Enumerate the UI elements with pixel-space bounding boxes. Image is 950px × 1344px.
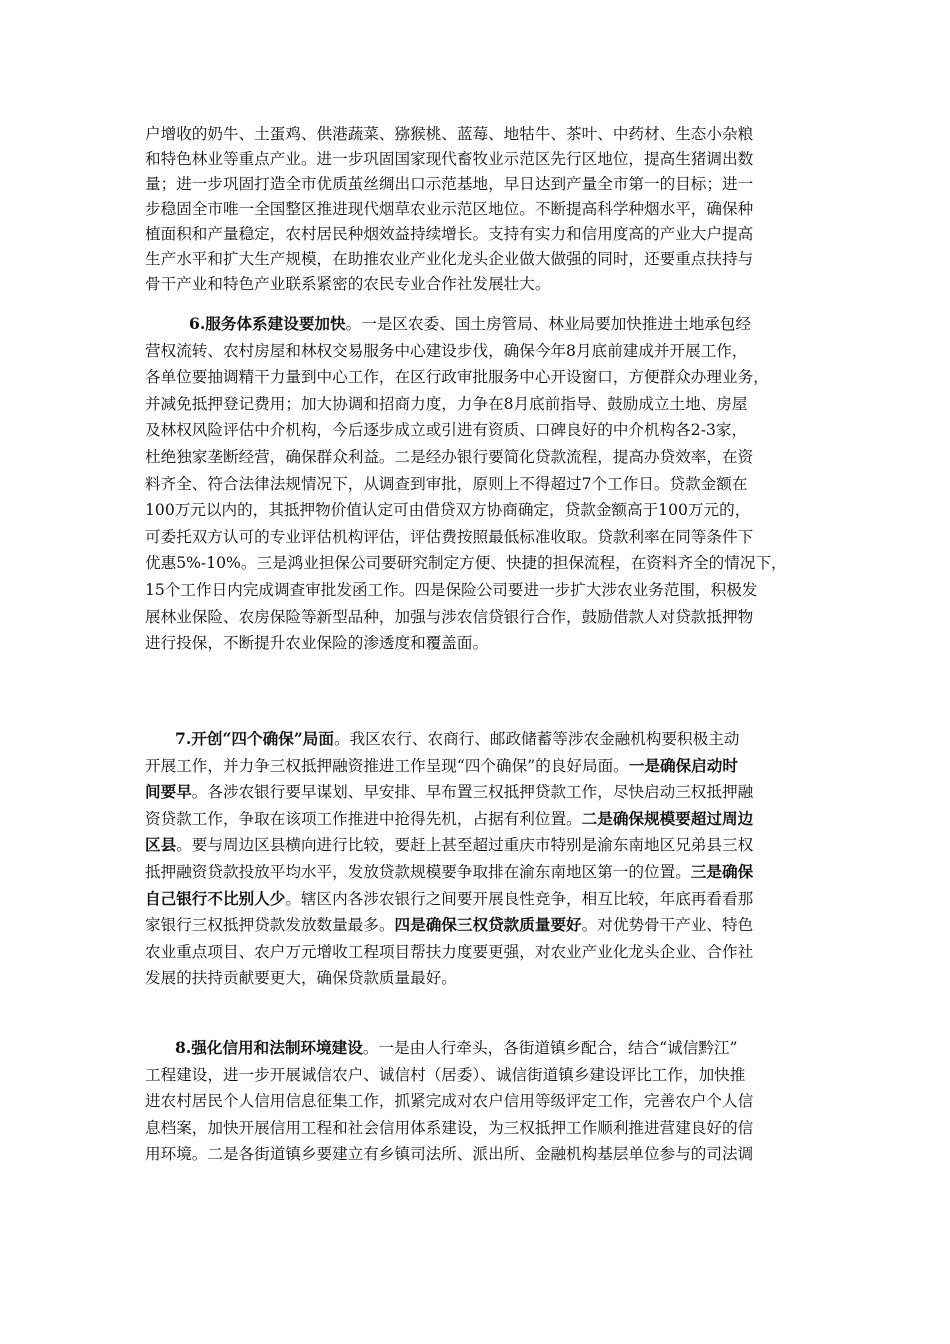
bold-run: 自己银行不比别人少 [145,888,286,908]
text-line: 骨干产业和特色产业联系紧密的农民专业合作社发展壮大。 [145,275,551,293]
text-line: 进行投保，不断提升农业保险的渗透度和覆盖面。 [145,634,489,653]
text-line: 营权流转、农村房屋和林权交易服务中心建设步伐，确保今年8月底前建成并开展工作， [145,341,748,360]
text-line: 和特色林业等重点产业。进一步巩固国家现代畜牧业示范区先行区地位，提高生猪调出数 [145,150,754,168]
text-run: 。要与周边区县横向进行比较，要赶上甚至超过重庆市特别是渝东南地区兄弟县三权 [176,836,754,855]
section-heading: 6.服务体系建设要加快 [189,314,346,333]
bold-run: 间要早 [145,782,192,802]
text-line: 植面积和产量稳定，农村居民种烟效益持续增长。支持有实力和信用度高的产业大户提高 [145,225,754,243]
text-line [145,729,805,749]
text-line: 15个工作日内完成调查审批发函工作。四是保险公司要进一步扩大涉农业务范围，积极发 [145,580,758,599]
text-run: 。各涉农银行要早谋划、早安排、早布置三权抵押贷款工作，尽快启动三权抵押融 [191,783,754,802]
text-line [145,756,805,776]
text-line: 优惠5%-10%。三是鸿业担保公司要研究制定方便、快捷的担保流程，在资料齐全的情况下， [145,554,787,573]
text-line: 可委托双方认可的专业评估机构评估，评估费按照最低标准收取。贷款利率在同等条件下 [145,527,754,546]
section-7-four-guarantees [145,729,805,995]
section-heading: 7.开创“四个确保”局面 [175,729,334,748]
text-line: 户增收的奶牛、土蛋鸡、供港蔬菜、猕猴桃、蓝莓、地牯牛、茶叶、中药材、生态小杂粮 [145,125,754,143]
bold-run: 区县 [145,835,177,855]
section-heading: 8.强化信用和法制环境建设 [175,1038,363,1057]
text-run: 家银行三权抵押贷款发放数量最多。 [145,916,395,935]
text-run: 资贷款工作，争取在该项工作推进中抢得先机，占据有利位置。 [145,809,582,828]
text-line: 100万元以内的，其抵押物价值认定可由借贷双方协商确定，贷款金额高于100万元的， [145,501,751,520]
text-line: 农业重点项目、农户万元增收工程项目帮扶力度要更强，对农业产业化龙头企业、合作社 [145,942,754,961]
paragraph-industries [145,124,805,299]
section-8-credit-legal [145,1038,805,1171]
text-line [145,1038,805,1058]
bold-run: 二是确保规模要超过周边 [581,808,754,828]
text-line [145,835,805,855]
bold-run: 一是确保启动时 [628,755,738,775]
text-line [145,314,805,334]
bold-run: 三是确保 [690,861,754,881]
text-line: 用环境。二是各街道镇乡要建立有乡镇司法所、派出所、金融机构基层单位参与的司法调 [145,1145,754,1164]
text-line: 料齐全、符合法律法规情况下，从调查到审批，原则上不得超过7个工作日。贷款金额在 [145,474,748,493]
text-run: 。一是区农委、国土房管局、林业局要加快推进土地承包经 [345,315,752,333]
text-line [145,809,805,829]
text-line: 展林业保险、农房保险等新型品种，加强与涉农信贷银行合作，鼓励借款人对贷款抵押物 [145,607,754,626]
text-run: 。对优势骨干产业、特色 [581,916,754,935]
text-line: 生产水平和扩大生产规模，在助推农业产业化龙头企业做大做强的同时，还要重点扶持与 [145,250,754,268]
text-line: 量；进一步巩固打造全市优质茧丝绸出口示范基地，早日达到产量全市第一的目标；进一 [145,175,754,193]
text-line: 发展的扶持贡献要更大，确保贷款质量最好。 [145,969,457,988]
bold-run: 四是确保三权贷款质量要好 [394,915,582,935]
text-run: 。一是由人行牵头，各街道镇乡配合，结合“诚信黔江” [362,1039,738,1057]
text-line [145,862,805,882]
text-line [145,915,805,935]
text-run: 。我区农行、农商行、邮政储蓄等涉农金融机构要积极主动 [333,730,740,748]
text-line: 及林权风险评估中介机构，今后逐步成立或引进有资质、口碑良好的中介机构各2-3家， [145,421,748,440]
text-line: 杜绝独家垄断经营，确保群众利益。二是经办银行要简化贷款流程，提高办贷效率，在资 [145,447,754,466]
text-line [145,889,805,909]
text-line: 并减免抵押登记费用；加大协调和招商力度，力争在8月底前指导、鼓励成立土地、房屋 [145,394,748,413]
text-run: 。辖区内各涉农银行之间要开展良性竞争，相互比较，年底再看看那 [285,889,754,908]
text-line [145,782,805,802]
text-line: 步稳固全市唯一全国整区推进现代烟草农业示范区地位。不断提高科学种烟水平，确保种 [145,200,754,218]
text-run: 抵押融资贷款投放平均水平，发放贷款规模要争取排在渝东南地区第一的位置。 [145,862,691,881]
text-line: 息档案，加快开展信用工程和社会信用体系建设，为三权抵押工作顺利推进营建良好的信 [145,1118,754,1137]
section-6-service-system [145,314,805,660]
text-line: 工程建设，进一步开展诚信农户、诚信村（居委）、诚信街道镇乡建设评比工作，加快推 [145,1065,746,1084]
text-run: 开展工作，并力争三权抵押融资推进工作呈现“四个确保”的良好局面。 [145,756,629,775]
text-line: 进农村居民个人信用信息征集工作，抓紧完成对农户信用等级评定工作，完善农户个人信 [145,1092,754,1111]
text-line: 各单位要抽调精干力量到中心工作，在区行政审批服务中心开设窗口，方便群众办理业务， [145,368,769,387]
